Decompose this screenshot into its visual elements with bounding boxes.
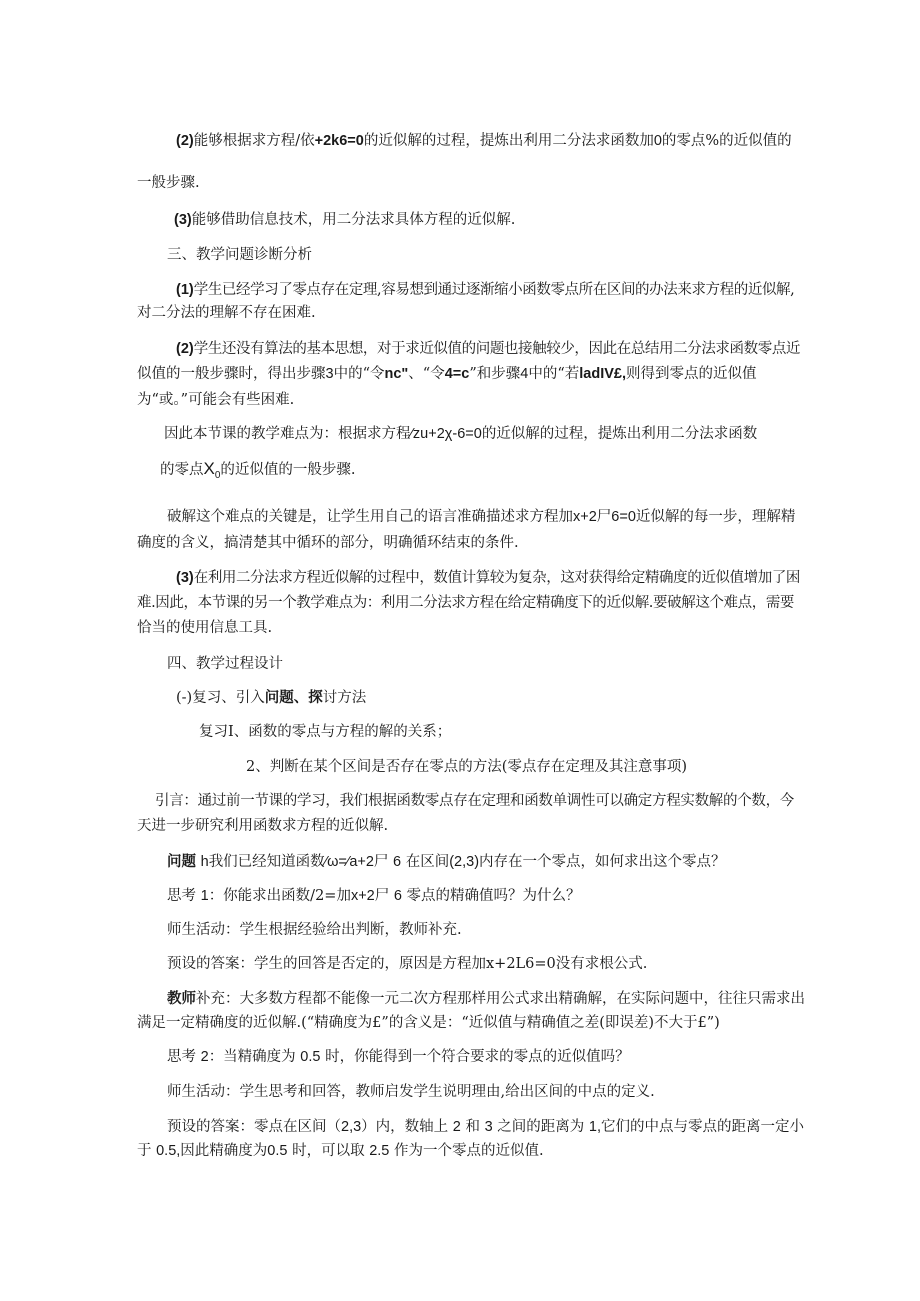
difficulty-solution-line1: 破解这个难点的关键是，让学生用自己的语言准确描述求方程加x+2尸6=0近似解的每一步，理解精 — [167, 509, 796, 525]
difficulty-statement-line1: 因此本节课的教学难点为：根据求方程∕zu+2χ-6=0的近似解的过程，提炼出利用二分法求函数 — [164, 426, 758, 442]
diagnosis-2-line2: 似值的一般步骤时，得出步骤3中的“令nc"、“令4=c”和步骤4中的“若ladIV£,则得到零点的近似值 — [137, 366, 757, 382]
introduction-line1: 引言：通过前一节课的学习，我们根据函数零点存在定理和函数单调性可以确定方程实数解的个数，今 — [155, 793, 794, 809]
teacher-supplement-line2: 满足一定精确度的近似解.(“精确度为£”的含义是：“近似值与精确值之差(即误差)不大于£”) — [137, 1015, 720, 1031]
activity-1: 师生活动：学生根据经验给出判断，教师补充. — [167, 922, 462, 938]
subsection-heading-1: (-)复习、引入问题、探讨方法 — [176, 690, 367, 706]
diagnosis-3-line2: 难.因此，本节课的另一个教学难点为：利用二分法求方程在给定精确度下的近似解.要破解这个难点，需要 — [137, 595, 795, 611]
think-2: 思考 2：当精确度为 0.5 时，你能得到一个符合要求的零点的近似值吗？ — [167, 1049, 630, 1065]
objective-2-line1: (2)能够根据求方程/依+2k6=0的近似解的过程，提炼出利用二分法求函数加0的零点%的近似值的 — [176, 133, 792, 149]
expected-answer-2-line2: 于 0.5,因此精确度为0.5 时，可以取 2.5 作为一个零点的近似值. — [137, 1143, 544, 1159]
review-item-2: 2、判断在某个区间是否存在零点的方法(零点存在定理及其注意事项) — [246, 759, 688, 775]
introduction-line2: 天进一步研究利用函数求方程的近似解. — [137, 818, 389, 834]
objective-2-line2: 一般步骤. — [137, 175, 200, 191]
activity-2: 师生活动：学生思考和回答，教师启发学生说明理由,给出区间的中点的定义. — [167, 1084, 655, 1100]
section-heading-3: 三、教学问题诊断分析 — [167, 247, 312, 263]
think-1: 思考 1：你能求出函数/2=加x+2尸 6 零点的精确值吗？为什么？ — [167, 888, 581, 904]
review-item-1: 复习I、函数的零点与方程的解的关系； — [199, 724, 452, 740]
diagnosis-3-line1: (3)在利用二分法求方程近似解的过程中，数值计算较为复杂，这对获得给定精确度的近似值增加了困 — [176, 570, 801, 586]
teacher-supplement-line1: 教师补充：大多数方程都不能像一元二次方程那样用公式求出精确解，在实际问题中，往往只需求出 — [167, 991, 805, 1007]
difficulty-statement-line2: 的零点$X_0$的近似值的一般步骤. — [160, 459, 356, 481]
expected-answer-1: 预设的答案：学生的回答是否定的，原因是方程加x+2L6=0没有求根公式. — [167, 956, 648, 972]
question-1: 问题 h我们已经知道函数∕ω=∕a+2尸 6 在区间(2,3)内存在一个零点，如何求出这个零点？ — [167, 854, 726, 870]
diagnosis-3-line3: 恰当的使用信息工具. — [137, 620, 273, 636]
diagnosis-1-line2: 对二分法的理解不存在困难. — [137, 305, 316, 321]
diagnosis-2-line3: 为“或。”可能会有些困难. — [137, 392, 295, 408]
objective-3-line: (3)能够借助信息技术，用二分法求具体方程的近似解. — [174, 212, 516, 228]
diagnosis-1-line1: (1)学生已经学习了零点存在定理,容易想到通过逐渐缩小函数零点所在区间的办法来求方程的近似解, — [176, 282, 795, 298]
diagnosis-2-line1: (2)学生还没有算法的基本思想，对于求近似值的问题也接触较少，因此在总结用二分法求函数零点近 — [176, 341, 801, 357]
section-heading-4: 四、教学过程设计 — [167, 656, 283, 672]
difficulty-solution-line2: 确度的含义，搞清楚其中循环的部分，明确循环结束的条件. — [137, 535, 519, 551]
expected-answer-2-line1: 预设的答案：零点在区间（2,3）内，数轴上 2 和 3 之间的距离为 1,它们的中点与零点的距离一定小 — [167, 1119, 804, 1135]
